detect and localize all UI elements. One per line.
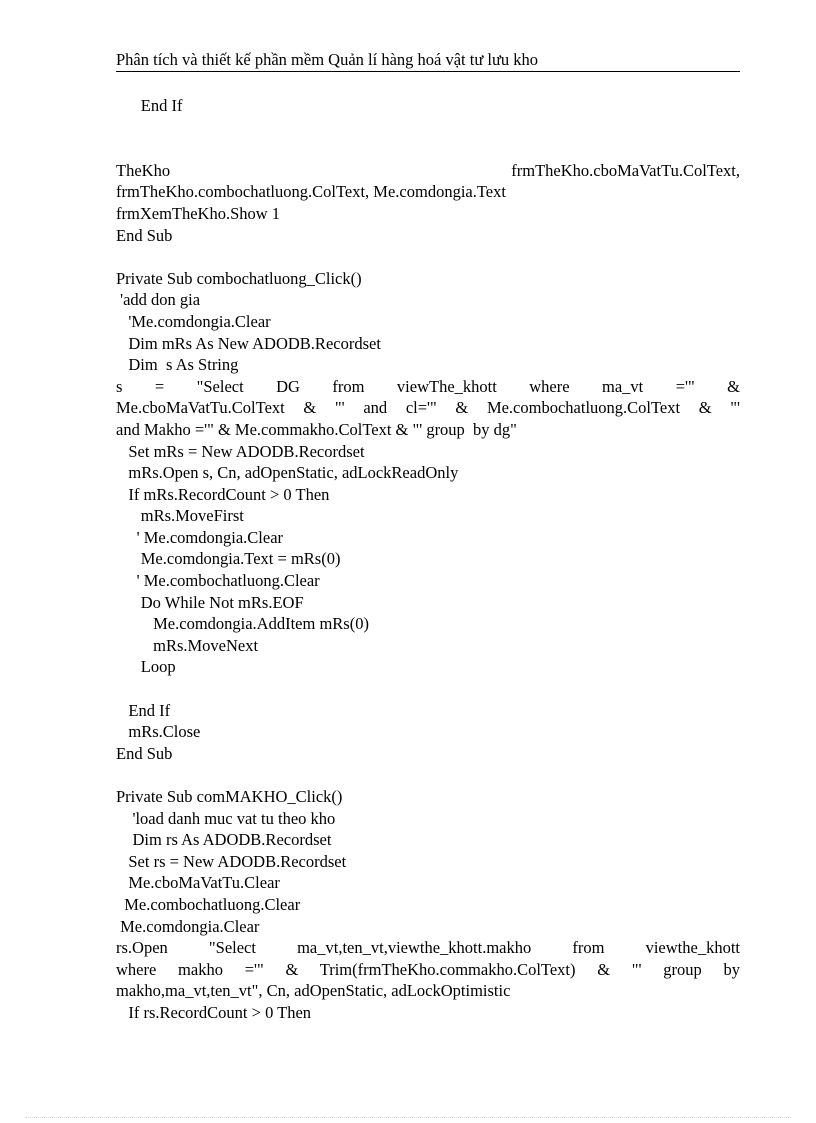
code-line: TheKho frmTheKho.cboMaVatTu.ColText,: [116, 160, 740, 180]
code-line: makho,ma_vt,ten_vt", Cn, adOpenStatic, adLockOptimistic: [116, 981, 511, 1001]
code-line: If mRs.RecordCount > 0 Then: [116, 484, 330, 504]
blank-line: [116, 246, 740, 268]
code-line: End Sub: [116, 743, 173, 763]
code-line: 'load danh muc vat tu theo kho: [116, 808, 336, 828]
code-line: Dim s As String: [116, 355, 239, 375]
code-line: Me.comdongia.AddItem mRs(0): [116, 614, 369, 634]
code-line: Do While Not mRs.EOF: [116, 592, 304, 612]
page-header: [116, 50, 740, 72]
code-line: End If: [116, 700, 171, 720]
code-line: Loop: [116, 657, 176, 677]
code-line: Dim mRs As New ADODB.Recordset: [116, 333, 381, 353]
blank-line: [116, 138, 740, 160]
page-footer-rule: [25, 1117, 791, 1118]
code-line: mRs.Close: [116, 722, 201, 742]
code-line: s = "Select DG from viewThe_khott where ma_vt ='" &: [116, 376, 740, 396]
blank-line: [116, 678, 740, 700]
code-line: Me.cboMaVatTu.Clear: [116, 873, 280, 893]
code-line: 'add don gia: [116, 290, 201, 310]
code-line: rs.Open "Select ma_vt,ten_vt,viewthe_khott.makho from viewthe_khott: [116, 938, 740, 958]
code-line: 'Me.comdongia.Clear: [116, 311, 271, 331]
code-line: Dim rs As ADODB.Recordset: [116, 830, 332, 850]
document-title: Phân tích và thiết kế phần mềm Quản lí hàng hoá vật tư lưu kho: [116, 50, 539, 69]
code-listing: [116, 95, 740, 1024]
code-line: End Sub: [116, 225, 173, 245]
code-line: mRs.MoveFirst: [116, 506, 244, 526]
code-line: and Makho ='" & Me.commakho.ColText & "' group by dg": [116, 419, 517, 439]
code-line: ' Me.combochatluong.Clear: [116, 571, 320, 591]
code-line: Set rs = New ADODB.Recordset: [116, 851, 347, 871]
code-line: Me.combochatluong.Clear: [116, 894, 301, 914]
code-line: frmXemTheKho.Show 1: [116, 203, 281, 223]
code-line: Set mRs = New ADODB.Recordset: [116, 441, 365, 461]
code-line: Me.comdongia.Text = mRs(0): [116, 549, 341, 569]
code-line: Private Sub comMAKHO_Click(): [116, 787, 343, 806]
code-line: End If: [116, 96, 183, 115]
code-line: where makho ='" & Trim(frmTheKho.commakho.ColText) & "' group by: [116, 959, 740, 979]
code-line: Private Sub combochatluong_Click(): [116, 268, 362, 288]
blank-line: [116, 764, 740, 786]
code-line: Me.comdongia.Clear: [116, 916, 260, 936]
code-line: mRs.Open s, Cn, adOpenStatic, adLockReadOnly: [116, 463, 459, 483]
code-line: mRs.MoveNext: [116, 635, 259, 655]
blank-line: [116, 117, 740, 139]
code-line: ' Me.comdongia.Clear: [116, 527, 284, 547]
code-line: If rs.RecordCount > 0 Then: [116, 1002, 312, 1022]
code-line: frmTheKho.combochatluong.ColText, Me.comdongia.Text: [116, 182, 506, 202]
code-line: Me.cboMaVatTu.ColText & "' and cl='" & Me.combochatluong.ColText & "': [116, 398, 740, 418]
